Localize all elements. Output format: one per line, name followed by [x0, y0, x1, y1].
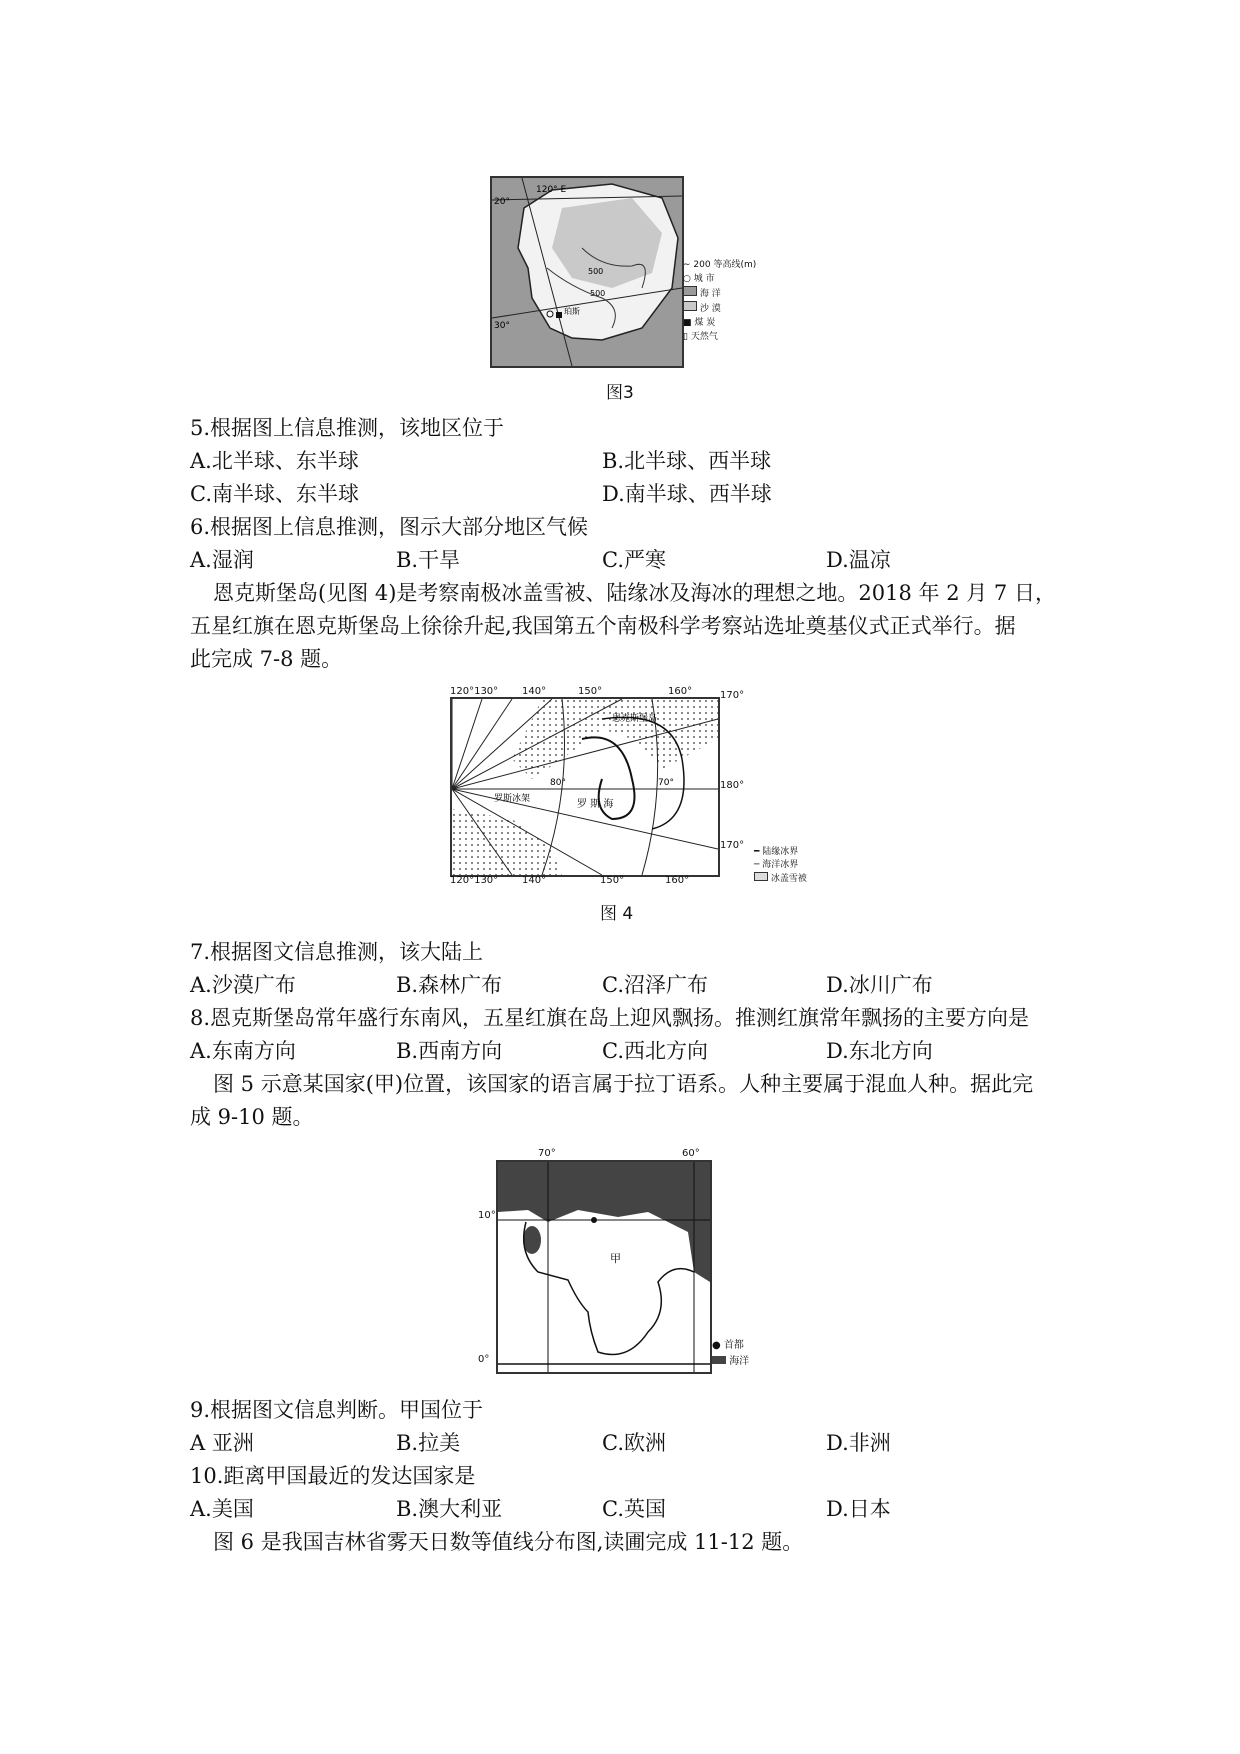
contour-label: 500 [588, 267, 604, 276]
capital-dot-icon [591, 1217, 597, 1223]
lat-label-80: 80° [550, 778, 566, 788]
q5-option-c[interactable]: C.南半球、东半球 [190, 482, 359, 506]
q8-option-d[interactable]: D.东北方向 [826, 1039, 933, 1063]
place-label: 罗斯冰架 [494, 794, 531, 804]
q10-option-c[interactable]: C.英国 [602, 1497, 666, 1521]
ocean-fill-icon [712, 1356, 726, 1364]
legend-item: 冰盖雪被 [754, 872, 807, 886]
gas-icon: ▯ [683, 332, 688, 342]
city-circle-icon [547, 311, 553, 317]
figure-3-svg [492, 178, 682, 366]
question-9-stem: 9.根据图文信息判断。甲国位于 [190, 1398, 484, 1422]
q7-option-c[interactable]: C.沼泽广布 [602, 973, 708, 997]
country-label: 甲 [610, 1252, 621, 1265]
ice-cover-fill-icon [754, 872, 768, 881]
q10-option-b[interactable]: B.澳大利亚 [396, 1497, 503, 1521]
lat-label-70: 70° [658, 778, 674, 788]
q10-option-d[interactable]: D.日本 [826, 1497, 891, 1521]
figure-4-caption: 图 4 [600, 904, 634, 924]
q5-option-a[interactable]: A.北半球、东半球 [190, 449, 359, 473]
legend-item: ○ 城 市 [683, 274, 715, 284]
q9-option-b[interactable]: B.拉美 [396, 1431, 461, 1455]
ocean-fill-icon [683, 286, 697, 296]
legend-item: ▯ 天然气 [683, 332, 718, 342]
q6-option-c[interactable]: C.严寒 [602, 548, 666, 572]
legend-item: ━ 陆缘冰界 [754, 847, 799, 857]
desert-fill-icon [683, 301, 697, 311]
legend-item: ∼ 200 等高线(m) [683, 260, 757, 270]
q7-option-b[interactable]: B.森林广布 [396, 973, 503, 997]
place-label: 罗 斯 海 [577, 799, 614, 810]
figure-4-legend [754, 846, 807, 886]
passage-2-line-1: 图 5 示意某国家(甲)位置，该国家的语言属于拉丁语系。人种主要属于混血人种。据此完 [213, 1072, 1034, 1096]
q8-option-a[interactable]: A.东南方向 [190, 1039, 296, 1063]
question-6-stem: 6.根据图上信息推测，图示大部分地区气候 [190, 515, 589, 539]
figure-5-legend [712, 1338, 749, 1370]
question-10-stem: 10.距离甲国最近的发达国家是 [190, 1464, 476, 1488]
legend-item: ■ 煤 炭 [683, 318, 716, 328]
place-label: 恩克斯堡岛 [612, 714, 658, 724]
country-boundary [524, 1222, 694, 1355]
figure-3-caption: 图3 [606, 383, 634, 403]
lat-label-30: 30° [494, 321, 510, 331]
q6-option-d[interactable]: D.温凉 [826, 548, 891, 572]
coal-square-icon [556, 312, 562, 318]
legend-item: 海 洋 [683, 286, 793, 301]
coal-square-icon: ■ [683, 318, 692, 328]
q10-option-a[interactable]: A.美国 [190, 1497, 254, 1521]
sea-ice-boundary-icon: ─ [754, 860, 760, 870]
figure-4-svg [452, 699, 718, 875]
question-5-stem: 5.根据图上信息推测，该地区位于 [190, 416, 505, 440]
shelf-ice-boundary-icon: ━ [754, 847, 760, 857]
lat-label-20: 20° [494, 197, 510, 207]
question-8-stem: 8.恩克斯堡岛常年盛行东南风，五星红旗在岛上迎风飘扬。推测红旗常年飘扬的主要方向是 [190, 1006, 1030, 1030]
q9-option-a[interactable]: A 亚洲 [190, 1431, 254, 1455]
q6-option-b[interactable]: B.干旱 [396, 548, 461, 572]
passage-1-line-3: 此完成 7-8 题。 [190, 647, 343, 671]
q8-option-b[interactable]: B.西南方向 [396, 1039, 503, 1063]
legend-item: ─ 海洋冰界 [754, 860, 799, 870]
city-label: 珀斯 [564, 307, 580, 316]
figure-5-map [496, 1160, 712, 1374]
q8-option-c[interactable]: C.西北方向 [602, 1039, 708, 1063]
figure-5-svg [498, 1162, 710, 1372]
passage-3-line-1: 图 6 是我国吉林省雾天日数等值线分布图,读圃完成 11-12 题。 [213, 1530, 804, 1554]
passage-1-line-1: 恩克斯堡岛(见图 4)是考察南极冰盖雪被、陆缘冰及海冰的理想之地。2018 年 2 月 7 日， [213, 581, 1056, 605]
lon-label-120e: 120° E [536, 185, 567, 195]
q5-option-d[interactable]: D.南半球、西半球 [602, 482, 772, 506]
figure-4-map [450, 697, 720, 877]
contour-label: 500 [590, 289, 606, 298]
passage-1-line-2: 五星红旗在恩克斯堡岛上徐徐升起,我国第五个南极科学考察站选址奠基仪式正式举行。据 [190, 614, 1016, 638]
contour-line-icon: ∼ [683, 260, 691, 270]
legend-item: 海洋 [712, 1354, 749, 1370]
q9-option-c[interactable]: C.欧洲 [602, 1431, 666, 1455]
q9-option-d[interactable]: D.非洲 [826, 1431, 891, 1455]
figure-3-legend [683, 258, 793, 344]
q6-option-a[interactable]: A.湿润 [190, 548, 254, 572]
q5-option-b[interactable]: B.北半球、西半球 [602, 449, 772, 473]
passage-2-line-2: 成 9-10 题。 [190, 1105, 314, 1129]
q7-option-a[interactable]: A.沙漠广布 [190, 973, 296, 997]
city-circle-icon: ○ [683, 274, 691, 284]
question-7-stem: 7.根据图文信息推测，该大陆上 [190, 940, 484, 964]
figure-3-map [490, 176, 684, 368]
legend-item: ● 首都 [712, 1340, 744, 1351]
ice-cover-area [512, 699, 718, 779]
legend-item: 沙 漠 [683, 301, 793, 316]
q7-option-d[interactable]: D.冰川广布 [826, 973, 933, 997]
ocean-area [498, 1162, 710, 1282]
capital-dot-icon: ● [712, 1340, 721, 1351]
